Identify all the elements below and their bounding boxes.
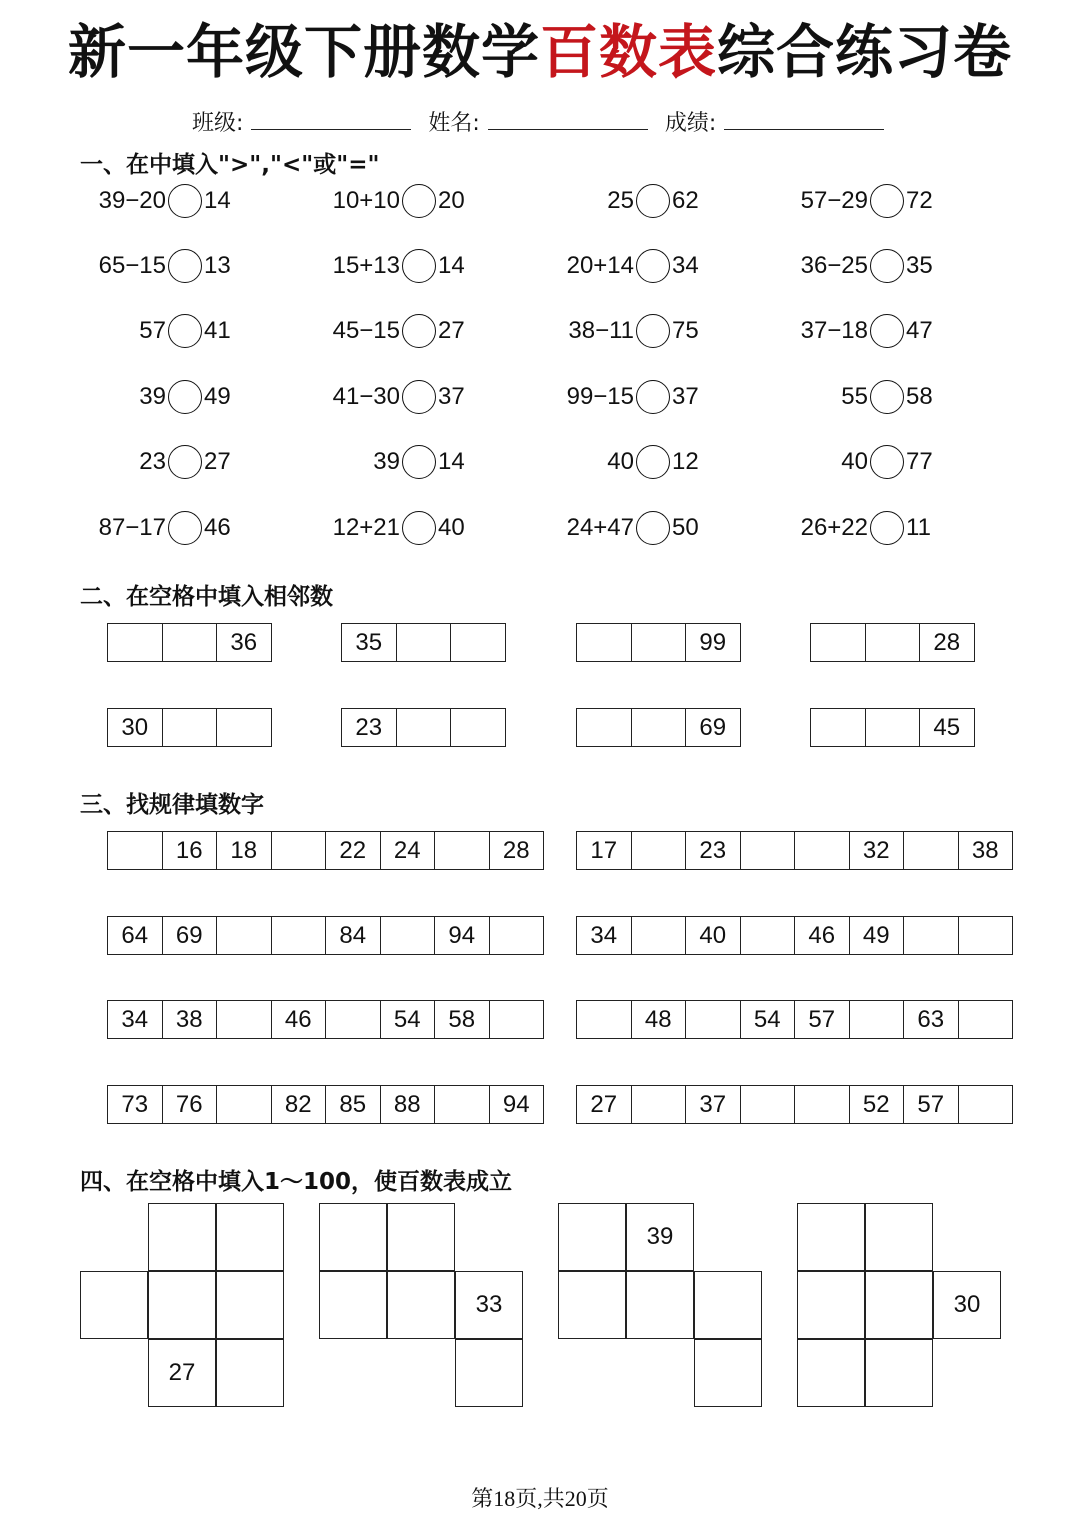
answer-circle[interactable] <box>402 511 436 545</box>
number-row <box>810 623 975 662</box>
comparison-problem <box>322 507 478 549</box>
comparison-problem <box>556 376 712 418</box>
number-row <box>107 623 272 662</box>
answer-circle[interactable] <box>168 184 202 218</box>
comparison-problem <box>556 310 712 352</box>
number-cell: 88 <box>381 1085 436 1124</box>
blank-cell[interactable] <box>108 623 163 662</box>
comparison-right: 41 <box>204 317 231 344</box>
comparison-left: 39 <box>139 383 166 410</box>
comparison-problem <box>322 180 478 222</box>
answer-circle[interactable] <box>870 184 904 218</box>
number-cell: 54 <box>381 1000 436 1039</box>
section-3-heading: 三、找规律填数字 <box>80 792 264 818</box>
chart-blank-cell[interactable] <box>558 1271 626 1339</box>
number-cell: 17 <box>577 831 632 870</box>
comparison-left: 41−30 <box>332 383 400 410</box>
number-cell: 57 <box>904 1085 959 1124</box>
number-row <box>810 708 975 747</box>
blank-cell[interactable] <box>741 831 796 870</box>
score-field[interactable] <box>724 109 884 130</box>
number-cell: 76 <box>163 1085 218 1124</box>
number-row <box>576 916 1013 955</box>
number-row <box>107 916 544 955</box>
comparison-left: 25 <box>607 187 634 214</box>
blank-cell[interactable] <box>490 916 545 955</box>
blank-cell[interactable] <box>959 1000 1014 1039</box>
chart-blank-cell[interactable] <box>148 1203 216 1271</box>
blank-cell[interactable] <box>959 1085 1014 1124</box>
blank-cell[interactable] <box>381 916 436 955</box>
answer-circle[interactable] <box>636 380 670 414</box>
number-row <box>107 1085 544 1124</box>
number-cell: 73 <box>108 1085 163 1124</box>
blank-cell[interactable] <box>632 708 687 747</box>
blank-cell[interactable] <box>866 708 921 747</box>
answer-circle[interactable] <box>168 380 202 414</box>
comparison-left: 12+21 <box>332 514 400 541</box>
number-cell: 22 <box>326 831 381 870</box>
comparison-left: 38−11 <box>568 317 634 344</box>
comparison-right: 20 <box>438 187 465 214</box>
comparison-right: 72 <box>906 187 933 214</box>
blank-cell[interactable] <box>490 1000 545 1039</box>
number-cell: 94 <box>435 916 490 955</box>
blank-cell[interactable] <box>451 623 506 662</box>
chart-blank-cell[interactable] <box>558 1203 626 1271</box>
number-cell: 36 <box>217 623 272 662</box>
comparison-right: 11 <box>906 514 931 541</box>
number-cell: 85 <box>326 1085 381 1124</box>
answer-circle[interactable] <box>870 511 904 545</box>
comparison-problem <box>556 180 712 222</box>
section-4-heading: 四、在空格中填入1～100，使百数表成立 <box>80 1169 513 1195</box>
chart-blank-cell[interactable] <box>216 1203 284 1271</box>
title-part-3: 综合练习卷 <box>717 18 1013 86</box>
answer-circle[interactable] <box>402 184 436 218</box>
number-row <box>576 1085 1013 1124</box>
class-label: 班级: <box>192 111 244 136</box>
comparison-right: 50 <box>672 514 699 541</box>
number-row <box>107 708 272 747</box>
answer-circle[interactable] <box>402 314 436 348</box>
number-row <box>576 623 741 662</box>
comparison-right: 77 <box>906 448 933 475</box>
answer-circle[interactable] <box>168 511 202 545</box>
chart-blank-cell[interactable] <box>216 1271 284 1339</box>
name-label: 姓名: <box>428 111 480 136</box>
number-cell: 34 <box>577 916 632 955</box>
blank-cell[interactable] <box>795 831 850 870</box>
comparison-left: 10+10 <box>332 187 400 214</box>
blank-cell[interactable] <box>741 1085 796 1124</box>
chart-blank-cell[interactable] <box>797 1271 865 1339</box>
comparison-problem <box>88 507 244 549</box>
blank-cell[interactable] <box>632 831 687 870</box>
number-cell: 30 <box>108 708 163 747</box>
blank-cell[interactable] <box>397 708 452 747</box>
number-cell: 28 <box>920 623 975 662</box>
class-field[interactable] <box>251 109 411 130</box>
number-row <box>576 831 1013 870</box>
blank-cell[interactable] <box>435 831 490 870</box>
chart-blank-cell[interactable] <box>797 1339 865 1407</box>
chart-blank-cell[interactable] <box>148 1271 216 1339</box>
title-highlight: 百数表 <box>539 18 717 86</box>
blank-cell[interactable] <box>217 708 272 747</box>
answer-circle[interactable] <box>402 445 436 479</box>
comparison-problem <box>88 376 244 418</box>
number-cell: 28 <box>490 831 545 870</box>
comparison-left: 37−18 <box>800 317 868 344</box>
blank-cell[interactable] <box>217 916 272 955</box>
blank-cell[interactable] <box>811 708 866 747</box>
number-cell: 69 <box>686 708 741 747</box>
number-cell: 54 <box>741 1000 796 1039</box>
comparison-left: 45−15 <box>332 317 400 344</box>
chart-blank-cell[interactable] <box>455 1339 523 1407</box>
comparison-problem <box>790 376 946 418</box>
blank-cell[interactable] <box>435 1085 490 1124</box>
number-row <box>576 708 741 747</box>
chart-blank-cell[interactable] <box>694 1339 762 1407</box>
answer-circle[interactable] <box>870 445 904 479</box>
comparison-right: 27 <box>204 448 231 475</box>
number-cell: 84 <box>326 916 381 955</box>
comparison-left: 39−20 <box>98 187 166 214</box>
blank-cell[interactable] <box>795 1085 850 1124</box>
number-cell: 27 <box>577 1085 632 1124</box>
number-row <box>107 1000 544 1039</box>
number-cell: 99 <box>686 623 741 662</box>
comparison-problem <box>790 180 946 222</box>
chart-number-cell: 27 <box>148 1339 216 1407</box>
comparison-right: 37 <box>672 383 699 410</box>
comparison-left: 20+14 <box>566 252 634 279</box>
comparison-right: 47 <box>906 317 933 344</box>
blank-cell[interactable] <box>163 708 218 747</box>
number-cell: 35 <box>342 623 397 662</box>
comparison-problem <box>88 310 244 352</box>
comparison-left: 40 <box>841 448 868 475</box>
blank-cell[interactable] <box>866 623 921 662</box>
answer-circle[interactable] <box>870 314 904 348</box>
number-cell: 38 <box>959 831 1014 870</box>
blank-cell[interactable] <box>632 916 687 955</box>
chart-blank-cell[interactable] <box>319 1203 387 1271</box>
number-cell: 58 <box>435 1000 490 1039</box>
blank-cell[interactable] <box>397 623 452 662</box>
answer-circle[interactable] <box>168 249 202 283</box>
blank-cell[interactable] <box>326 1000 381 1039</box>
comparison-right: 34 <box>672 252 699 279</box>
comparison-right: 49 <box>204 383 231 410</box>
number-cell: 34 <box>108 1000 163 1039</box>
number-row <box>107 831 544 870</box>
score-label: 成绩: <box>664 111 717 136</box>
number-row <box>341 623 506 662</box>
answer-circle[interactable] <box>402 249 436 283</box>
comparison-left: 65−15 <box>98 252 166 279</box>
comparison-left: 40 <box>607 448 634 475</box>
comparison-right: 46 <box>204 514 231 541</box>
comparison-problem <box>322 310 478 352</box>
chart-number-cell: 33 <box>455 1271 523 1339</box>
number-cell: 40 <box>686 916 741 955</box>
comparison-right: 62 <box>672 187 699 214</box>
comparison-left: 24+47 <box>566 514 634 541</box>
answer-circle[interactable] <box>636 249 670 283</box>
comparison-right: 40 <box>438 514 465 541</box>
number-cell: 52 <box>850 1085 905 1124</box>
comparison-problem <box>322 376 478 418</box>
number-cell: 46 <box>795 916 850 955</box>
chart-blank-cell[interactable] <box>216 1339 284 1407</box>
number-cell: 64 <box>108 916 163 955</box>
blank-cell[interactable] <box>451 708 506 747</box>
chart-number-cell: 39 <box>626 1203 694 1271</box>
number-cell: 23 <box>686 831 741 870</box>
chart-blank-cell[interactable] <box>626 1271 694 1339</box>
section-2-heading: 二、在空格中填入相邻数 <box>80 584 333 610</box>
chart-blank-cell[interactable] <box>865 1339 933 1407</box>
comparison-right: 13 <box>204 252 231 279</box>
comparison-right: 14 <box>204 187 231 214</box>
comparison-problem <box>790 310 946 352</box>
page-footer: 第18页,共20页 <box>471 1486 609 1511</box>
comparison-right: 75 <box>672 317 699 344</box>
comparison-problem <box>556 507 712 549</box>
name-field[interactable] <box>488 109 648 130</box>
student-info-row <box>192 106 894 137</box>
blank-cell[interactable] <box>904 831 959 870</box>
number-cell: 57 <box>795 1000 850 1039</box>
number-cell: 45 <box>920 708 975 747</box>
number-row <box>576 1000 1013 1039</box>
comparison-problem <box>556 245 712 287</box>
number-cell: 18 <box>217 831 272 870</box>
comparison-problem <box>88 180 244 222</box>
comparison-problem <box>790 245 946 287</box>
number-cell: 32 <box>850 831 905 870</box>
comparison-left: 57 <box>139 317 166 344</box>
comparison-problem <box>88 441 244 483</box>
answer-circle[interactable] <box>168 445 202 479</box>
title-part-1: 新一年级下册数学 <box>67 18 540 86</box>
answer-circle[interactable] <box>636 511 670 545</box>
blank-cell[interactable] <box>217 1000 272 1039</box>
comparison-right: 37 <box>438 383 465 410</box>
blank-cell[interactable] <box>850 1000 905 1039</box>
comparison-right: 35 <box>906 252 933 279</box>
answer-circle[interactable] <box>636 314 670 348</box>
page-title <box>0 16 1080 88</box>
blank-cell[interactable] <box>163 623 218 662</box>
answer-circle[interactable] <box>870 380 904 414</box>
comparison-right: 14 <box>438 252 465 279</box>
blank-cell[interactable] <box>217 1085 272 1124</box>
blank-cell[interactable] <box>632 1085 687 1124</box>
answer-circle[interactable] <box>636 445 670 479</box>
comparison-left: 26+22 <box>800 514 868 541</box>
number-cell: 16 <box>163 831 218 870</box>
comparison-left: 39 <box>373 448 400 475</box>
blank-cell[interactable] <box>632 623 687 662</box>
number-cell: 38 <box>163 1000 218 1039</box>
chart-blank-cell[interactable] <box>865 1203 933 1271</box>
chart-number-cell: 30 <box>933 1271 1001 1339</box>
comparison-right: 58 <box>906 383 933 410</box>
comparison-left: 57−29 <box>800 187 868 214</box>
comparison-left: 36−25 <box>800 252 868 279</box>
number-cell: 49 <box>850 916 905 955</box>
number-cell: 69 <box>163 916 218 955</box>
blank-cell[interactable] <box>577 623 632 662</box>
blank-cell[interactable] <box>577 1000 632 1039</box>
number-cell: 37 <box>686 1085 741 1124</box>
answer-circle[interactable] <box>402 380 436 414</box>
section-1-heading: 一、在中填入">","<"或"=" <box>80 152 380 178</box>
comparison-problem <box>790 441 946 483</box>
comparison-problem <box>322 245 478 287</box>
number-cell: 24 <box>381 831 436 870</box>
answer-circle[interactable] <box>636 184 670 218</box>
comparison-problem <box>88 245 244 287</box>
blank-cell[interactable] <box>811 623 866 662</box>
comparison-left: 87−17 <box>98 514 166 541</box>
comparison-left: 55 <box>841 383 868 410</box>
comparison-left: 99−15 <box>566 383 634 410</box>
answer-circle[interactable] <box>168 314 202 348</box>
number-cell: 82 <box>272 1085 327 1124</box>
chart-blank-cell[interactable] <box>319 1271 387 1339</box>
blank-cell[interactable] <box>577 708 632 747</box>
chart-blank-cell[interactable] <box>694 1271 762 1339</box>
blank-cell[interactable] <box>741 916 796 955</box>
number-cell: 23 <box>342 708 397 747</box>
chart-blank-cell[interactable] <box>797 1203 865 1271</box>
blank-cell[interactable] <box>959 916 1014 955</box>
blank-cell[interactable] <box>686 1000 741 1039</box>
chart-blank-cell[interactable] <box>387 1271 455 1339</box>
blank-cell[interactable] <box>904 916 959 955</box>
comparison-problem <box>322 441 478 483</box>
chart-blank-cell[interactable] <box>80 1271 148 1339</box>
chart-blank-cell[interactable] <box>865 1271 933 1339</box>
comparison-problem <box>790 507 946 549</box>
comparison-left: 15+13 <box>332 252 400 279</box>
comparison-left: 23 <box>139 448 166 475</box>
number-cell: 46 <box>272 1000 327 1039</box>
chart-blank-cell[interactable] <box>387 1203 455 1271</box>
number-cell: 48 <box>632 1000 687 1039</box>
blank-cell[interactable] <box>272 831 327 870</box>
comparison-right: 14 <box>438 448 465 475</box>
blank-cell[interactable] <box>272 916 327 955</box>
number-row <box>341 708 506 747</box>
comparison-problem <box>556 441 712 483</box>
number-cell: 63 <box>904 1000 959 1039</box>
blank-cell[interactable] <box>108 831 163 870</box>
answer-circle[interactable] <box>870 249 904 283</box>
number-cell: 94 <box>490 1085 545 1124</box>
comparison-right: 27 <box>438 317 465 344</box>
comparison-right: 12 <box>672 448 699 475</box>
